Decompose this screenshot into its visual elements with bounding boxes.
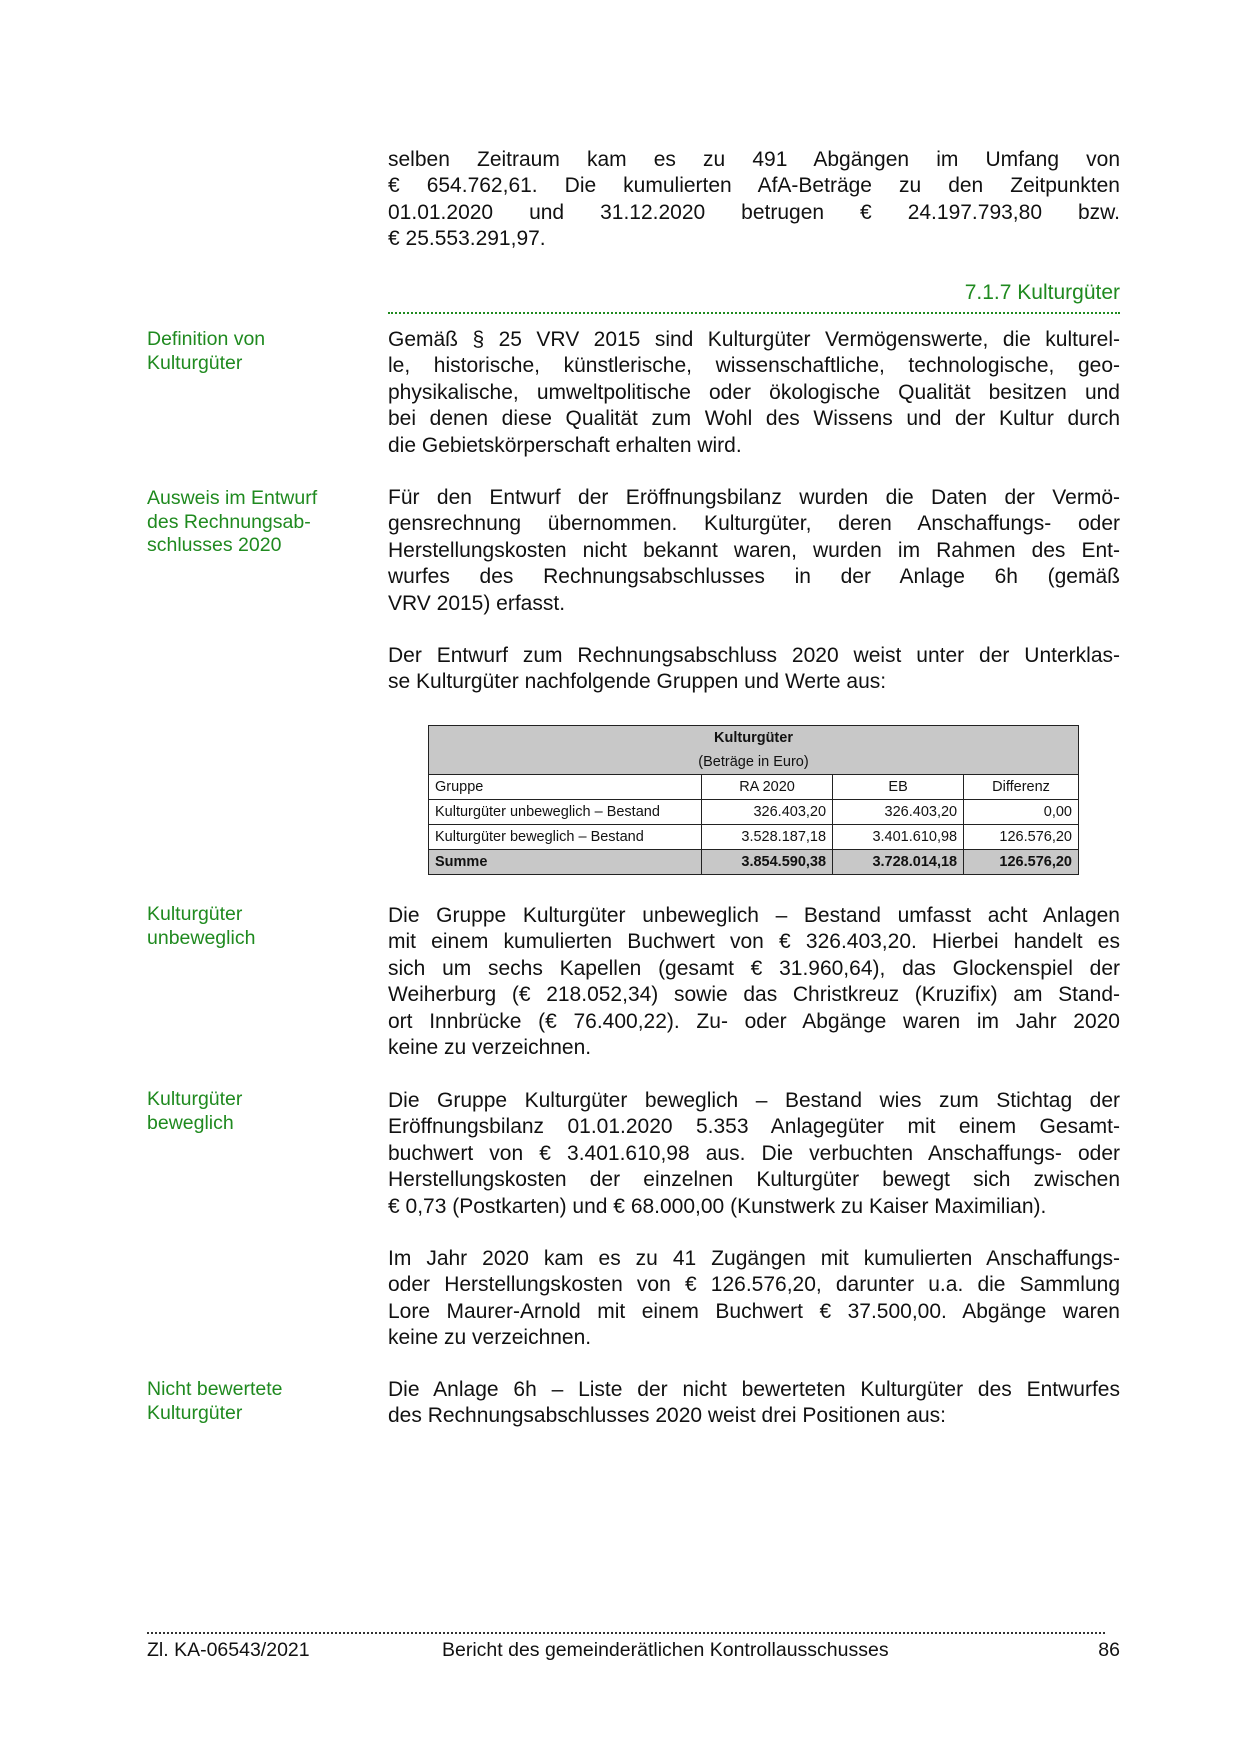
side-note-line: Kulturgüter: [147, 903, 243, 925]
table-cell: 326.403,20: [702, 800, 833, 825]
table-cell: 3.528.187,18: [702, 825, 833, 850]
column-header: EB: [833, 775, 964, 800]
entwurf-paragraph: [388, 643, 1120, 696]
side-note-beweglich: [147, 1088, 347, 1135]
intro-paragraph: [388, 147, 1120, 253]
text-line: € 0,73 (Postkarten) und € 68.000,00 (Kunstwerk zu Kaiser Maximilian).: [388, 1194, 1047, 1218]
text-line: wurfes des Rechnungsabschlusses in der Anlage 6h (gemäß: [388, 565, 1120, 589]
text-line: die Gebietskörperschaft erhalten wird.: [388, 433, 742, 457]
text-line: sich um sechs Kapellen (gesamt € 31.960,64), das Glockenspiel der: [388, 956, 1120, 980]
table-cell: Summe: [429, 850, 702, 875]
ausweis-paragraph: [388, 485, 1120, 617]
side-note-unbeweglich: [147, 903, 347, 950]
text-line: 01.01.2020 und 31.12.2020 betrugen € 24.197.793,80 bzw.: [388, 200, 1120, 224]
side-note-nicht-bewertet: [147, 1378, 347, 1425]
page-number: 86: [1098, 1639, 1120, 1661]
table-row: [429, 825, 1079, 850]
table-cell: 3.401.610,98: [833, 825, 964, 850]
footer-title: Bericht des gemeinderätlichen Kontrollausschusses: [442, 1639, 889, 1661]
text-line: Herstellungskosten der einzelnen Kulturgüter bewegt sich zwischen: [388, 1168, 1120, 1192]
heading-divider: [388, 312, 1120, 314]
text-line: selben Zeitraum kam es zu 491 Abgängen im Umfang von: [388, 148, 1120, 171]
table-title: Kulturgüter: [429, 726, 1079, 751]
text-line: VRV 2015) erfasst.: [388, 591, 566, 615]
side-note-definition: [147, 328, 347, 375]
zugaenge-paragraph: [388, 1246, 1120, 1352]
unbeweglich-paragraph: [388, 903, 1120, 1061]
text-line: Herstellungskosten nicht bekannt waren, wurden im Rahmen des Ent-: [388, 538, 1120, 562]
table-cell: 3.854.590,38: [702, 850, 833, 875]
table-subtitle: (Beträge in Euro): [429, 750, 1079, 775]
side-note-line: Nicht bewertete: [147, 1378, 283, 1400]
side-note-line: beweglich: [147, 1111, 234, 1134]
nicht-bewertet-paragraph: [388, 1377, 1120, 1430]
table-cell: 3.728.014,18: [833, 850, 964, 875]
column-header: Gruppe: [429, 775, 702, 800]
section-heading: 7.1.7 Kulturgüter: [964, 281, 1120, 304]
table-cell: 126.576,20: [964, 825, 1079, 850]
column-header: Differenz: [964, 775, 1079, 800]
text-line: keine zu verzeichnen.: [388, 1036, 592, 1060]
text-line: Gemäß § 25 VRV 2015 sind Kulturgüter Vermögenswerte, die kulturel-: [388, 328, 1120, 351]
text-line: Weiherburg (€ 218.052,34) sowie das Christkreuz (Kruzifix) am Stand-: [388, 983, 1120, 1007]
table-cell: Kulturgüter beweglich – Bestand: [429, 825, 702, 850]
text-line: oder Herstellungskosten von € 126.576,20, darunter u.a. die Sammlung: [388, 1273, 1120, 1297]
side-note-line: unbeweglich: [147, 926, 256, 949]
footer-divider: [147, 1632, 1105, 1634]
table-cell: Kulturgüter unbeweglich – Bestand: [429, 800, 702, 825]
side-note-line: Ausweis im Entwurf: [147, 487, 318, 509]
text-line: Die Gruppe Kulturgüter unbeweglich – Bestand umfasst acht Anlagen: [388, 904, 1120, 927]
table-sum-row: [429, 850, 1079, 875]
side-note-line: Kulturgüter: [147, 351, 243, 374]
text-line: Für den Entwurf der Eröffnungsbilanz wurden die Daten der Vermö-: [388, 486, 1120, 509]
footer-reference: Zl. KA-06543/2021: [147, 1639, 310, 1661]
definition-paragraph: [388, 327, 1120, 459]
text-line: € 25.553.291,97.: [388, 227, 546, 251]
text-line: bei denen diese Qualität zum Wohl des Wissens und der Kultur durch: [388, 407, 1120, 431]
text-line: keine zu verzeichnen.: [388, 1326, 592, 1350]
side-note-ausweis: [147, 487, 347, 558]
table-cell: 326.403,20: [833, 800, 964, 825]
side-note-line: Definition von: [147, 328, 266, 350]
text-line: Lore Maurer-Arnold mit einem Buchwert € 37.500,00. Abgänge waren: [388, 1299, 1120, 1323]
text-line: Die Gruppe Kulturgüter beweglich – Bestand wies zum Stichtag der: [388, 1089, 1120, 1112]
text-line: ort Innbrücke (€ 76.400,22). Zu- oder Abgänge waren im Jahr 2020: [388, 1009, 1120, 1033]
text-line: Im Jahr 2020 kam es zu 41 Zugängen mit kumulierten Anschaffungs-: [388, 1247, 1120, 1270]
text-line: buchwert von € 3.401.610,98 aus. Die verbuchten Anschaffungs- oder: [388, 1141, 1120, 1165]
text-line: des Rechnungsabschlusses 2020 weist drei Positionen aus:: [388, 1404, 947, 1428]
table-header-row: [429, 775, 1079, 800]
text-line: physikalische, umweltpolitische oder ökologische Qualität besitzen und: [388, 380, 1120, 404]
beweglich-paragraph: [388, 1088, 1120, 1220]
text-line: mit einem kumulierten Buchwert von € 326.403,20. Hierbei handelt es: [388, 930, 1120, 954]
side-note-line: des Rechnungsab-: [147, 510, 311, 533]
kulturgueter-table: [428, 725, 1079, 875]
column-header: RA 2020: [702, 775, 833, 800]
table-cell: 126.576,20: [964, 850, 1079, 875]
table-row: [429, 800, 1079, 825]
text-line: le, historische, künstlerische, wissenschaftliche, technologische, geo-: [388, 354, 1120, 378]
side-note-line: schlusses 2020: [147, 534, 282, 556]
text-line: Die Anlage 6h – Liste der nicht bewerteten Kulturgüter des Entwurfes: [388, 1378, 1120, 1401]
table-cell: 0,00: [964, 800, 1079, 825]
text-line: se Kulturgüter nachfolgende Gruppen und Werte aus:: [388, 670, 887, 694]
text-line: Der Entwurf zum Rechnungsabschluss 2020 weist unter der Unterklas-: [388, 644, 1120, 667]
text-line: gensrechnung übernommen. Kulturgüter, deren Anschaffungs- oder: [388, 512, 1120, 536]
side-note-line: Kulturgüter: [147, 1401, 243, 1424]
text-line: Eröffnungsbilanz 01.01.2020 5.353 Anlagegüter mit einem Gesamt-: [388, 1115, 1120, 1139]
side-note-line: Kulturgüter: [147, 1088, 243, 1110]
text-line: € 654.762,61. Die kumulierten AfA-Beträge zu den Zeitpunkten: [388, 174, 1120, 198]
